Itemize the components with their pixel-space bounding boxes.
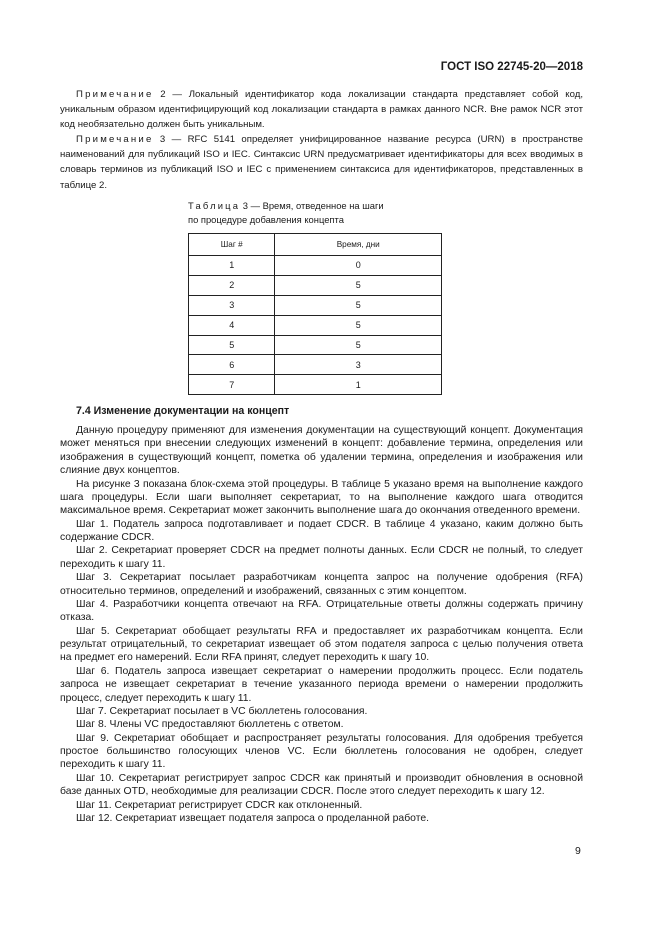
table-header-row xyxy=(189,234,442,256)
step-number-cell: 5 xyxy=(189,335,275,355)
paragraph: Шаг 7. Секретариат посылает в VC бюллетень голосования. xyxy=(76,705,368,717)
table-row xyxy=(189,355,442,375)
time-days-cell: 0 xyxy=(275,256,442,276)
paragraph: На рисунке 3 показана блок-схема этой процедуры. В таблице 5 указано время на выполнение каждого шага процедуры. Если шаги выполняет секретариат, то на выполнение каждого шага отводится максимальное время. Секретариат может закончить выполнение шага до окончания отведенного времени. xyxy=(60,478,583,517)
step-number-cell: 2 xyxy=(189,275,275,295)
note-label: Примечание xyxy=(76,89,154,100)
note-3 xyxy=(60,132,583,193)
time-days-cell: 5 xyxy=(275,295,442,315)
column-header-step: Шаг # xyxy=(189,234,275,256)
step-number-cell: 4 xyxy=(189,315,275,335)
table-row xyxy=(189,275,442,295)
time-days-cell: 3 xyxy=(275,355,442,375)
table-caption-label: Таблица xyxy=(188,200,241,211)
table-row xyxy=(189,335,442,355)
note-text: 3 — RFC 5141 определяет унифицированное название ресурса (URN) в пространстве наименований для публикаций ISO и IEC. Синтаксис URN предусматривает идентификаторы для всех вводимых в словарь терминов из публикаций ISO и IEC с применением синтаксиса для идентификаторов, представленных в таблице 2. xyxy=(60,134,583,191)
table-row xyxy=(189,315,442,335)
note-2 xyxy=(60,87,583,133)
paragraph: Шаг 9. Секретариат обобщает и распространяет результаты голосования. Для одобрения требуется простое большинство голосующих членов VC. Если бюллетень голосования не одобрен, следует переходить к шагу 11. xyxy=(60,732,583,771)
steps-time-table xyxy=(188,233,442,395)
paragraph: Шаг 1. Податель запроса подготавливает и подает CDCR. В таблице 4 указано, каким должно быть содержание CDCR. xyxy=(60,518,583,543)
step-number-cell: 3 xyxy=(189,295,275,315)
paragraph: Данную процедуру применяют для изменения документации на существующий концепт. Документация может меняться при внесении следующих изменений в концепт: добавление термина, определения или изображения в существующий концепт, пометка об удалении термина, определения и изображения или слияние двух концептов. xyxy=(60,425,583,477)
time-days-cell: 5 xyxy=(275,315,442,335)
paragraph: Шаг 4. Разработчики концепта отвечают на RFA. Отрицательные ответы должны содержать причину отказа. xyxy=(60,598,583,624)
page-number: 9 xyxy=(575,845,581,857)
note-label: Примечание xyxy=(76,134,154,145)
paragraph: Шаг 2. Секретариат проверяет CDCR на предмет полноты данных. Если CDCR не полный, то следует переходить к шагу 11. xyxy=(60,545,583,570)
table-row xyxy=(189,375,442,395)
time-days-cell: 1 xyxy=(275,375,442,395)
table-caption-title: 3 — Время, отведенное на шаги xyxy=(240,200,384,211)
paragraph: Шаг 12. Секретариат извещает подателя запроса о проделанной работе. xyxy=(76,812,430,824)
table-caption xyxy=(188,199,384,226)
time-days-cell: 5 xyxy=(275,275,442,295)
table-row xyxy=(189,256,442,276)
step-number-cell: 7 xyxy=(189,375,275,395)
column-header-time: Время, дни xyxy=(275,234,442,256)
section-heading: 7.4 Изменение документации на концепт xyxy=(76,405,290,417)
step-number-cell: 1 xyxy=(189,256,275,276)
step-number-cell: 6 xyxy=(189,355,275,375)
paragraph: Шаг 11. Секретариат регистрирует CDCR как отклоненный. xyxy=(76,799,363,811)
note-text: 2 — Локальный идентификатор кода локализации стандарта представляет собой код, уникальным образом идентифицирующий код локализации стандарта в рамках данного NCR. Вне рамок NCR этот код необязательно должен быть уникальным. xyxy=(60,89,583,131)
section-body xyxy=(60,424,583,825)
paragraph: Шаг 5. Секретариат обобщает результаты RFA и предоставляет их разработчикам концепта. Если результат отрицательный, то секретариат извещает об этом подателя запроса с целью получения ответа на предмет его намерений. Если RFA принят, следует переходить к шагу 10. xyxy=(60,625,583,664)
document-id-header: ГОСТ ISO 22745-20—2018 xyxy=(440,61,583,73)
table-row xyxy=(189,295,442,315)
time-days-cell: 5 xyxy=(275,335,442,355)
paragraph: Шаг 6. Податель запроса извещает секретариат о намерении продолжить процесс. Если податель запроса не извещает секретариат в течение указанного периода времени о намерении продолжить процесс, следует переходить к шагу 11. xyxy=(60,665,583,704)
paragraph: Шаг 10. Секретариат регистрирует запрос CDCR как принятый и производит обновления в основной базе данных OTD, необходимые для реализации CDCR. После этого следует переходить к шагу 12. xyxy=(60,772,583,798)
paragraph: Шаг 3. Секретариат посылает разработчикам концепта запрос на получение одобрения (RFA) относительно терминов, определений и изображений, связанных с этим концептом. xyxy=(60,572,583,597)
table-caption-title-cont: по процедуре добавления концепта xyxy=(188,213,344,225)
paragraph: Шаг 8. Члены VC предоставляют бюллетень с ответом. xyxy=(76,719,344,731)
